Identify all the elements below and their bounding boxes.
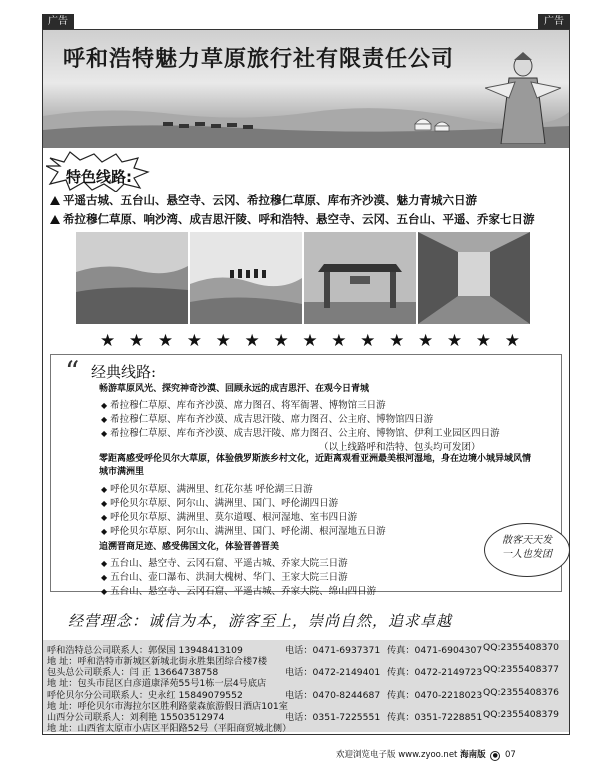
route-item: ◆ 呼伦贝尔草原、阿尔山、满洲里、国门、呼伦湖、根河湿地五日游 bbox=[101, 526, 386, 537]
route-item: ◆ 希拉穆仁草原、库布齐沙漠、成吉思汗陵、席力图召、公主府、博物馆、伊利工业园区四日游 bbox=[101, 428, 500, 439]
diamond-bullet-icon: ◆ bbox=[101, 559, 108, 568]
diamond-bullet-icon: ◆ bbox=[101, 513, 108, 522]
section-heading-grassland: 畅游草原风光、探究神奇沙漠、回顾永远的成吉思汗、在观今日青城 bbox=[99, 384, 370, 394]
ad-label-right: 广告 bbox=[538, 14, 570, 29]
star-icon: ★ bbox=[417, 331, 434, 351]
star-icon: ★ bbox=[389, 331, 405, 351]
route-item: ◆ 五台山、悬空寺、云冈石窟、平遥古城、乔家大院三日游 bbox=[101, 558, 348, 569]
star-icon: ★ bbox=[331, 331, 347, 351]
route-item: ◆ 希拉穆仁草原、库布齐沙漠、席力图召、将军衙署、博物馆三日游 bbox=[101, 400, 386, 411]
star-icon: ★ bbox=[186, 331, 202, 351]
page-number: 07 bbox=[505, 750, 516, 760]
footer-website: 欢迎浏览电子版 www.zyoo.net bbox=[336, 750, 458, 760]
classic-routes-box bbox=[50, 354, 562, 597]
classic-routes-title: 经典线路: bbox=[91, 363, 157, 381]
archway-gate-photo bbox=[304, 232, 416, 324]
star-icon: ★ bbox=[273, 331, 289, 351]
daily-departure-oval: 散客天天发 一人也发团 bbox=[484, 523, 570, 577]
star-icon: ★ bbox=[128, 331, 145, 351]
diamond-bullet-icon: ◆ bbox=[101, 587, 108, 596]
ad-label-left: 广告 bbox=[42, 14, 74, 29]
banner bbox=[43, 30, 569, 148]
route-item: ◆ 呼伦贝尔草原、阿尔山、满洲里、国门、呼伦湖四日游 bbox=[101, 498, 339, 509]
dancer-illustration bbox=[485, 52, 561, 144]
star-icon: ★ bbox=[100, 331, 116, 351]
diamond-bullet-icon: ◆ bbox=[101, 573, 108, 582]
star-icon: ★ bbox=[244, 331, 260, 351]
diamond-bullet-icon: ◆ bbox=[101, 527, 108, 536]
diamond-bullet-icon: ◆ bbox=[101, 499, 108, 508]
edition-mark-icon: ● bbox=[490, 751, 500, 761]
business-motto: 经营理念：诚信为本，游客至上，崇尚自然，追求卓越 bbox=[68, 612, 453, 630]
courtyard-street-photo bbox=[418, 232, 530, 324]
featured-route-2: 希拉穆仁草原、响沙湾、成吉思汗陵、呼和浩特、悬空寺、云冈、五台山、平遥、乔家七日游 bbox=[50, 211, 535, 227]
star-icon: ★ bbox=[475, 331, 492, 351]
triangle-bullet-icon bbox=[50, 196, 60, 205]
diamond-bullet-icon: ◆ bbox=[101, 485, 108, 494]
star-icon: ★ bbox=[215, 331, 231, 351]
route-item: ◆ 希拉穆仁草原、库布齐沙漠、成吉思汗陵、席力图召、公主府、博物馆四日游 bbox=[101, 414, 434, 425]
featured-route-1: 平遥古城、五台山、悬空寺、云冈、希拉穆仁草原、库布齐沙漠、魅力青城六日游 bbox=[50, 192, 477, 208]
route-item: ◆ 五台山、壶口瀑布、洪洞大槐树、华门、王家大院三日游 bbox=[101, 572, 348, 583]
diamond-bullet-icon: ◆ bbox=[101, 415, 108, 424]
ad-page bbox=[42, 14, 570, 740]
star-icon: ★ bbox=[504, 331, 520, 351]
company-title: 呼和浩特魅力草原旅行社有限责任公司 bbox=[63, 47, 455, 72]
photo-strip bbox=[76, 232, 550, 324]
route-item: ◆ 呼伦贝尔草原、满洲里、莫尔道嘎、根河湿地、室韦四日游 bbox=[101, 512, 358, 523]
star-icon: ★ bbox=[157, 331, 174, 351]
star-divider bbox=[100, 332, 520, 350]
contact-block: 呼和浩特总公司联系人：郭保国 13948413109 电话：0471-6937371 传真：0471-6904307 QQ:2355408370 地 址：呼和浩特市新城区新城北街永胜集团综合楼7楼 包头总公司联系人：闫 正 13664738758 电话：0472-2149401 传真：0472-2149723 QQ:2355408377 地 址：包头市昆区白彦道康泽苑55号1栋一层4号底店 呼伦贝尔分公司联系人：史永红 15849079552 电话：0470-8244687 传真：0470-2218023 QQ:2355408376 地 址：呼伦贝尔市海拉尔区胜利路蒙森旅游假日酒店101室 山西分公司联系人：刘利艳 15503512974 电话：0351-7225551 传真：0351-7228851 QQ:2355408379 地 址：山西省太原市小店区平阳路52号（平阳商贸城北侧） bbox=[43, 640, 569, 732]
triangle-bullet-icon bbox=[50, 215, 60, 224]
grassland-photo bbox=[76, 232, 188, 324]
route-item: ◆ 五台山、悬空寺、云冈石窟、平遥古城、乔家大院、绵山四日游 bbox=[101, 586, 377, 597]
section-heading-hulunbuir: 零距离感受呼伦贝尔大草原，体验俄罗斯族乡村文化，近距离观看亚洲最美根河湿地，身在边境小城异域风情城市满洲里 bbox=[99, 454, 532, 477]
quote-icon: “ bbox=[65, 355, 80, 388]
star-icon: ★ bbox=[446, 331, 463, 351]
page-footer bbox=[336, 748, 516, 761]
section-heading-shanxi: 追溯晋商足迹、感受佛国文化，体验晋善晋美 bbox=[99, 542, 280, 552]
diamond-bullet-icon: ◆ bbox=[101, 401, 108, 410]
desert-camel-photo bbox=[190, 232, 302, 324]
departure-note: （以上线路呼和浩特、包头均可发团） bbox=[319, 442, 481, 453]
diamond-bullet-icon: ◆ bbox=[101, 429, 108, 438]
star-icon: ★ bbox=[360, 331, 376, 351]
featured-routes-label: 特色线路: bbox=[66, 168, 132, 186]
route-item: ◆ 呼伦贝尔草原、满洲里、红花尔基 呼伦湖三日游 bbox=[101, 484, 313, 495]
star-icon: ★ bbox=[302, 331, 318, 351]
footer-edition: 海南版 bbox=[460, 750, 486, 760]
